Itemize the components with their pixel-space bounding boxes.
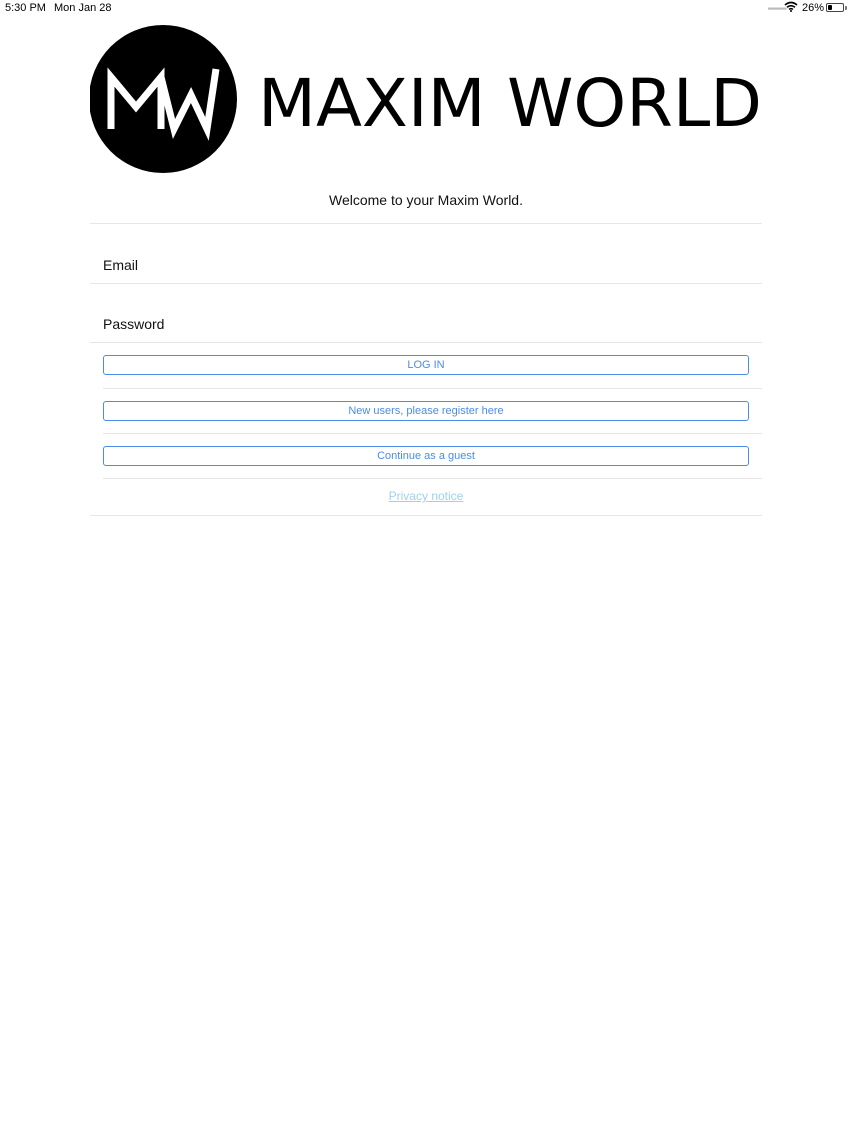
divider <box>103 388 762 389</box>
battery-icon <box>826 3 844 12</box>
divider <box>90 342 762 343</box>
password-field[interactable]: Password <box>103 316 165 332</box>
privacy-notice-link[interactable]: Privacy notice <box>388 489 464 503</box>
welcome-message: Welcome to your Maxim World. <box>329 192 523 208</box>
status-bar <box>0 0 852 16</box>
guest-button[interactable]: Continue as a guest <box>103 446 749 466</box>
status-time: 5:30 PM <box>5 2 46 14</box>
divider <box>103 433 762 434</box>
divider <box>90 223 762 224</box>
logo-wordmark: MAXIM WORLD <box>258 65 762 142</box>
register-button[interactable]: New users, please register here <box>103 401 749 421</box>
divider <box>103 478 762 479</box>
divider <box>90 283 762 284</box>
cellular-signal-icon: ▂▂▂▂ <box>768 3 786 10</box>
email-field[interactable]: Email <box>103 257 139 273</box>
wifi-icon <box>784 1 798 15</box>
battery-percentage: 26% <box>802 2 825 14</box>
status-date: Mon Jan 28 <box>54 2 112 14</box>
login-button[interactable]: LOG IN <box>103 355 749 375</box>
divider <box>90 515 762 516</box>
app-logo <box>90 25 762 173</box>
